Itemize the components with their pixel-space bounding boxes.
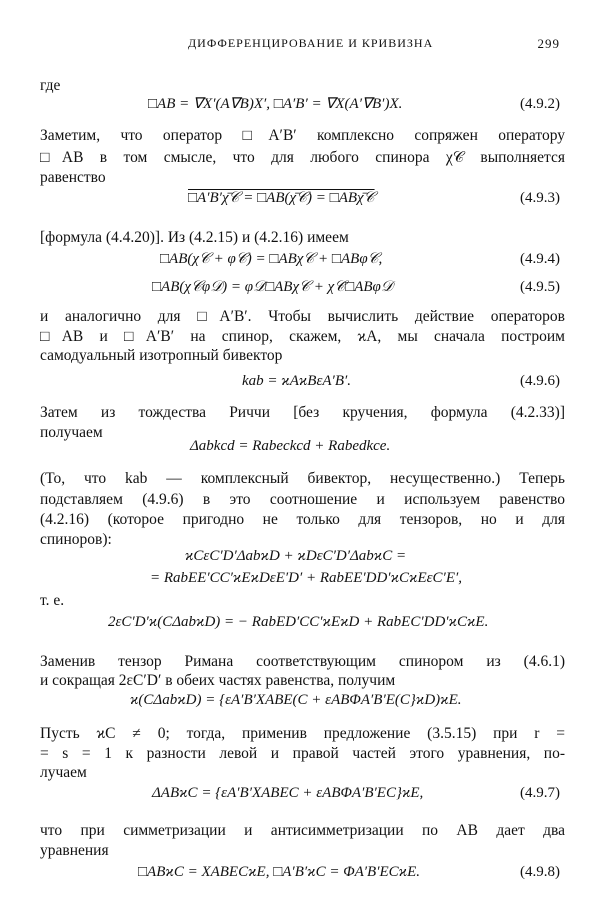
text-line: и сокращая 2εC′D′ в обеих частях равенства, получим xyxy=(40,672,396,689)
running-title: ДИФФЕРЕНЦИРОВАНИЕ И КРИВИЗНА xyxy=(188,36,434,50)
equation-number: (4.9.4) xyxy=(520,251,560,267)
equation: Δabkcd = Rabeckcd + Rabedkce. xyxy=(190,438,391,454)
text-line: Заметим, что оператор □A′B′ комплексно сопряжен оператору xyxy=(40,127,565,144)
text-line: □AB в том смысле, что для любого спинора χ𝒞 выполняется xyxy=(40,149,565,166)
text-line: = s = 1 к разности левой и правой частей этого уравнения, по- xyxy=(40,745,565,762)
equation: ΔABϰC = {εA′B′XABEC + εABΦA′B′EC}ϰE, xyxy=(152,785,424,801)
running-head xyxy=(40,34,560,54)
equation-number: (4.9.2) xyxy=(520,96,560,112)
text-line: лучаем xyxy=(40,764,87,781)
equation-number: (4.9.8) xyxy=(520,864,560,880)
equation: ϰCεC′D′ΔabϰD + ϰDεC′D′ΔabϰC = xyxy=(185,548,407,564)
text-line: [формула (4.4.20)]. Из (4.2.15) и (4.2.16) имеем xyxy=(40,229,349,246)
text-line: равенство xyxy=(40,169,106,186)
equation-number: (4.9.3) xyxy=(520,190,560,206)
equation-number: (4.9.6) xyxy=(520,373,560,389)
equation: ϰ(CΔabϰD) = {εA′B′XABE(C + εABΦA′B′E(C}ϰD)ϰE. xyxy=(130,692,462,708)
equation: kab = ϰAϰBεA′B′. xyxy=(242,373,352,389)
text-line: т. е. xyxy=(40,592,65,609)
text-line: (4.2.16) (которое пригодно не только для тензоров, но и для xyxy=(40,511,565,528)
page-number: 299 xyxy=(537,36,560,51)
text-line: уравнения xyxy=(40,842,109,859)
text-line: самодуальный изотропный бивектор xyxy=(40,347,283,364)
text-line: спиноров): xyxy=(40,531,112,548)
text-line: Затем из тождества Риччи [без кручения, формула (4.2.33)] xyxy=(40,404,565,421)
equation: □AB(χ𝒞φ𝒟) = φ𝒟□ABχ𝒞 + χ𝒞□ABφ𝒟 xyxy=(152,279,393,295)
equation-number: (4.9.7) xyxy=(520,785,560,801)
text-line: подставляем (4.9.6) в это соотношение и используем равенство xyxy=(40,491,565,508)
equation-number: (4.9.5) xyxy=(520,279,560,295)
text-line: получаем xyxy=(40,424,103,441)
text-line: □AB и □A′B′ на спинор, скажем, ϰA, мы сначала построим xyxy=(40,328,565,345)
equation: □ABϰC = XABECϰE, □A′B′ϰC = ΦA′B′ECϰE. xyxy=(138,864,421,880)
text-line: что при симметризации и антисимметризации по AB дает два xyxy=(40,822,565,839)
equation: 2εC′D′ϰ(CΔabϰD) = − RabED′CC′ϰEϰD + RabEC′DD′ϰCϰE. xyxy=(108,614,489,630)
text-line: Заменив тензор Римана соответствующим спинором из (4.6.1) xyxy=(40,653,565,670)
equation: □AB(χ𝒞 + φ𝒞) = □ABχ𝒞 + □ABφ𝒞, xyxy=(160,251,383,267)
equation: □A′B′χ̄𝒞 = □AB(χ̄𝒞) = □ABχ̄𝒞 xyxy=(188,190,375,206)
text-line: где xyxy=(40,77,61,94)
equation: = RabEE′CC′ϰEϰDεE′D′ + RabEE′DD′ϰCϰEεC′E′, xyxy=(150,570,463,586)
text-line: Пусть ϰC ≠ 0; тогда, применив предложение (3.5.15) при r = xyxy=(40,725,565,742)
equation: □AB = ∇X′(A∇B)X′, □A′B′ = ∇X(A′∇B′)X. xyxy=(148,96,403,112)
text-line: и аналогично для □A′B′. Чтобы вычислить действие операторов xyxy=(40,308,565,325)
text-line: (То, что kab — комплексный бивектор, несущественно.) Теперь xyxy=(40,470,565,487)
